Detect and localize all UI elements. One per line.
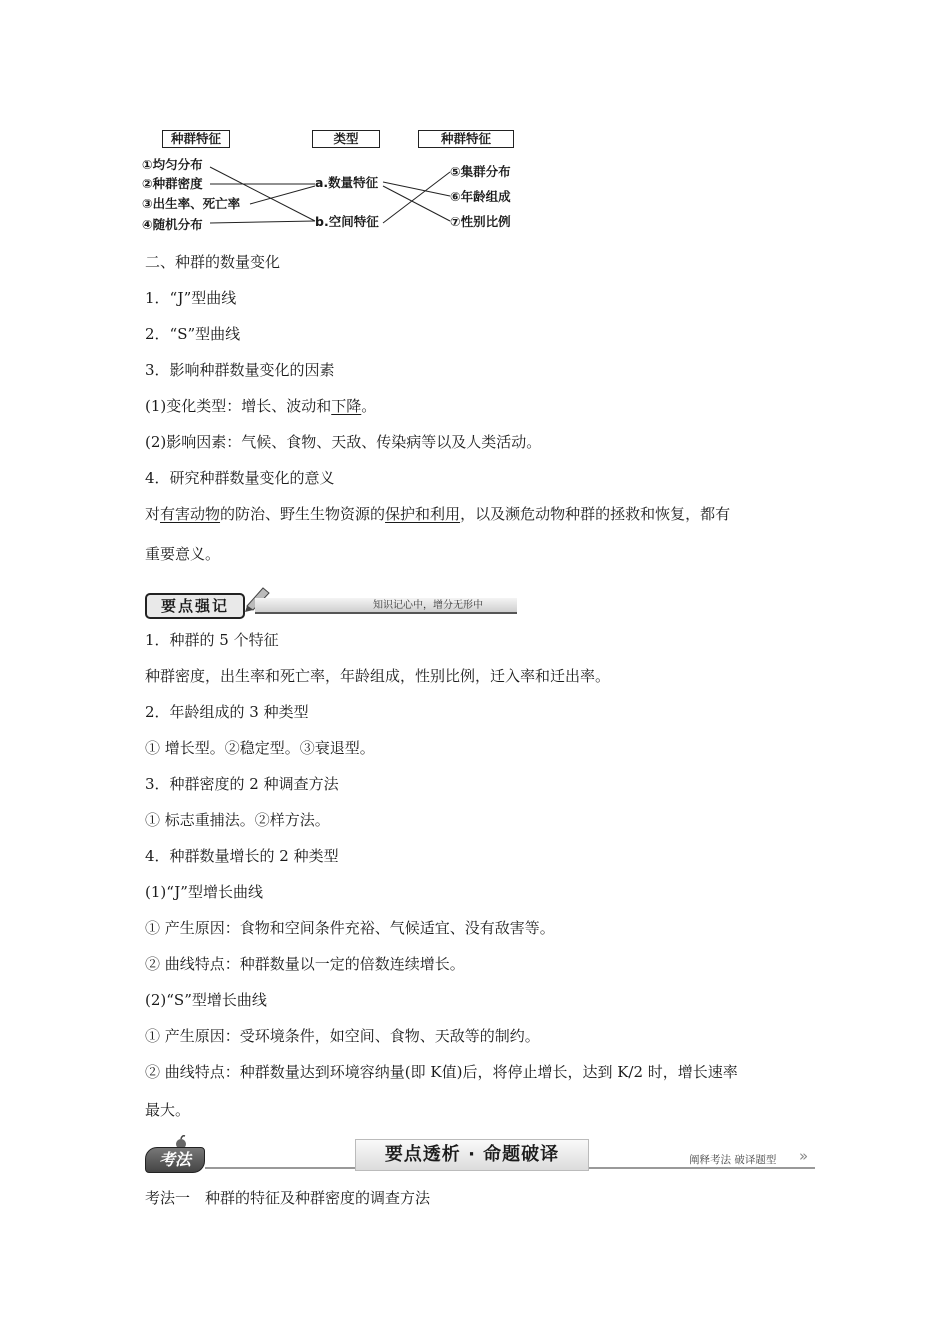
underlined-answer: 保护和利用 bbox=[385, 505, 461, 523]
list-item: 2．“S”型曲线 bbox=[145, 325, 241, 343]
list-item: 最大。 bbox=[145, 1101, 191, 1119]
header-left: 种群特征 bbox=[162, 130, 230, 148]
underlined-answer: 下降 bbox=[331, 397, 362, 415]
middle-item-quantity: a.数量特征 bbox=[315, 175, 379, 190]
text-span: 的防治、野生生物资源的 bbox=[220, 505, 386, 523]
method-heading: 考法一 种群的特征及种群密度的调查方法 bbox=[145, 1189, 431, 1207]
list-item: 2．年龄组成的 3 种类型 bbox=[145, 703, 309, 721]
list-item: 3．影响种群数量变化的因素 bbox=[145, 361, 335, 379]
list-item: ① 增长型。②稳定型。③衰退型。 bbox=[145, 739, 375, 757]
line-random-to-spatial bbox=[210, 221, 315, 223]
header-middle: 类型 bbox=[312, 130, 380, 148]
list-item: (2)“S”型增长曲线 bbox=[145, 991, 267, 1009]
list-item: ① 标志重捕法。②样方法。 bbox=[145, 811, 330, 829]
paragraph-line: 重要意义。 bbox=[145, 545, 221, 563]
banner-tag: 考法 bbox=[145, 1147, 205, 1173]
key-points-banner bbox=[145, 590, 517, 618]
list-item: ① 产生原因：食物和空间条件充裕、气候适宜、没有敌害等。 bbox=[145, 919, 555, 937]
feature-matching-diagram bbox=[140, 122, 530, 240]
banner-title: 要点透析 · 命题破译 bbox=[355, 1139, 589, 1171]
text-span: 。 bbox=[361, 397, 377, 415]
line-quantity-to-age bbox=[383, 182, 450, 196]
underlined-answer: 有害动物 bbox=[160, 505, 221, 523]
list-item: 3．种群密度的 2 种调查方法 bbox=[145, 775, 339, 793]
text-span: ，以及濒危动物种群的拯救和恢复，都有 bbox=[460, 505, 731, 523]
list-item: ② 曲线特点：种群数量达到环境容纳量(即 K值)后，将停止增长，达到 K/2 时，增长速率 bbox=[145, 1063, 738, 1081]
list-item: 4．研究种群数量变化的意义 bbox=[145, 469, 335, 487]
line-uniform-to-spatial bbox=[210, 167, 315, 221]
list-item: 1．“J”型曲线 bbox=[145, 289, 237, 307]
list-item: 1．种群的 5 个特征 bbox=[145, 631, 279, 649]
banner-tag: 要点强记 bbox=[145, 593, 245, 619]
right-item-sex: ⑦性别比例 bbox=[450, 214, 511, 229]
section-heading: 二、种群的数量变化 bbox=[145, 253, 281, 271]
list-item bbox=[145, 396, 376, 416]
list-item: ① 产生原因：受环境条件，如空间、食物、天敌等的制约。 bbox=[145, 1027, 540, 1045]
list-item: (2)影响因素：气候、食物、天敌、传染病等以及人类活动。 bbox=[145, 433, 542, 451]
banner-subtitle: 知识记心中，增分无形中 bbox=[373, 600, 483, 611]
list-item: (1)“J”型增长曲线 bbox=[145, 883, 263, 901]
list-item: 4．种群数量增长的 2 种类型 bbox=[145, 847, 339, 865]
right-item-age: ⑥年龄组成 bbox=[450, 189, 511, 204]
right-item-cluster: ⑤集群分布 bbox=[450, 164, 511, 179]
paragraph-line bbox=[145, 504, 730, 524]
header-right: 种群特征 bbox=[418, 130, 514, 148]
exam-method-banner bbox=[145, 1133, 815, 1177]
list-item: 种群密度，出生率和死亡率，年龄组成，性别比例，迁入率和迁出率。 bbox=[145, 667, 611, 685]
line-birthrate-to-quantity bbox=[250, 186, 315, 204]
text-span: (1)变化类型：增长、波动和 bbox=[145, 397, 332, 415]
left-item-birth-death: ③出生率、死亡率 bbox=[142, 196, 241, 211]
middle-item-spatial: b.空间特征 bbox=[315, 214, 379, 229]
left-item-random: ④随机分布 bbox=[142, 217, 203, 232]
left-item-uniform: ①均匀分布 bbox=[142, 157, 203, 172]
double-chevron-icon: » bbox=[799, 1147, 809, 1165]
left-item-density: ②种群密度 bbox=[142, 176, 203, 191]
text-span: 对 bbox=[145, 505, 161, 523]
banner-subtitle: 阐释考法 破译题型 bbox=[689, 1154, 777, 1166]
list-item: ② 曲线特点：种群数量以一定的倍数连续增长。 bbox=[145, 955, 465, 973]
